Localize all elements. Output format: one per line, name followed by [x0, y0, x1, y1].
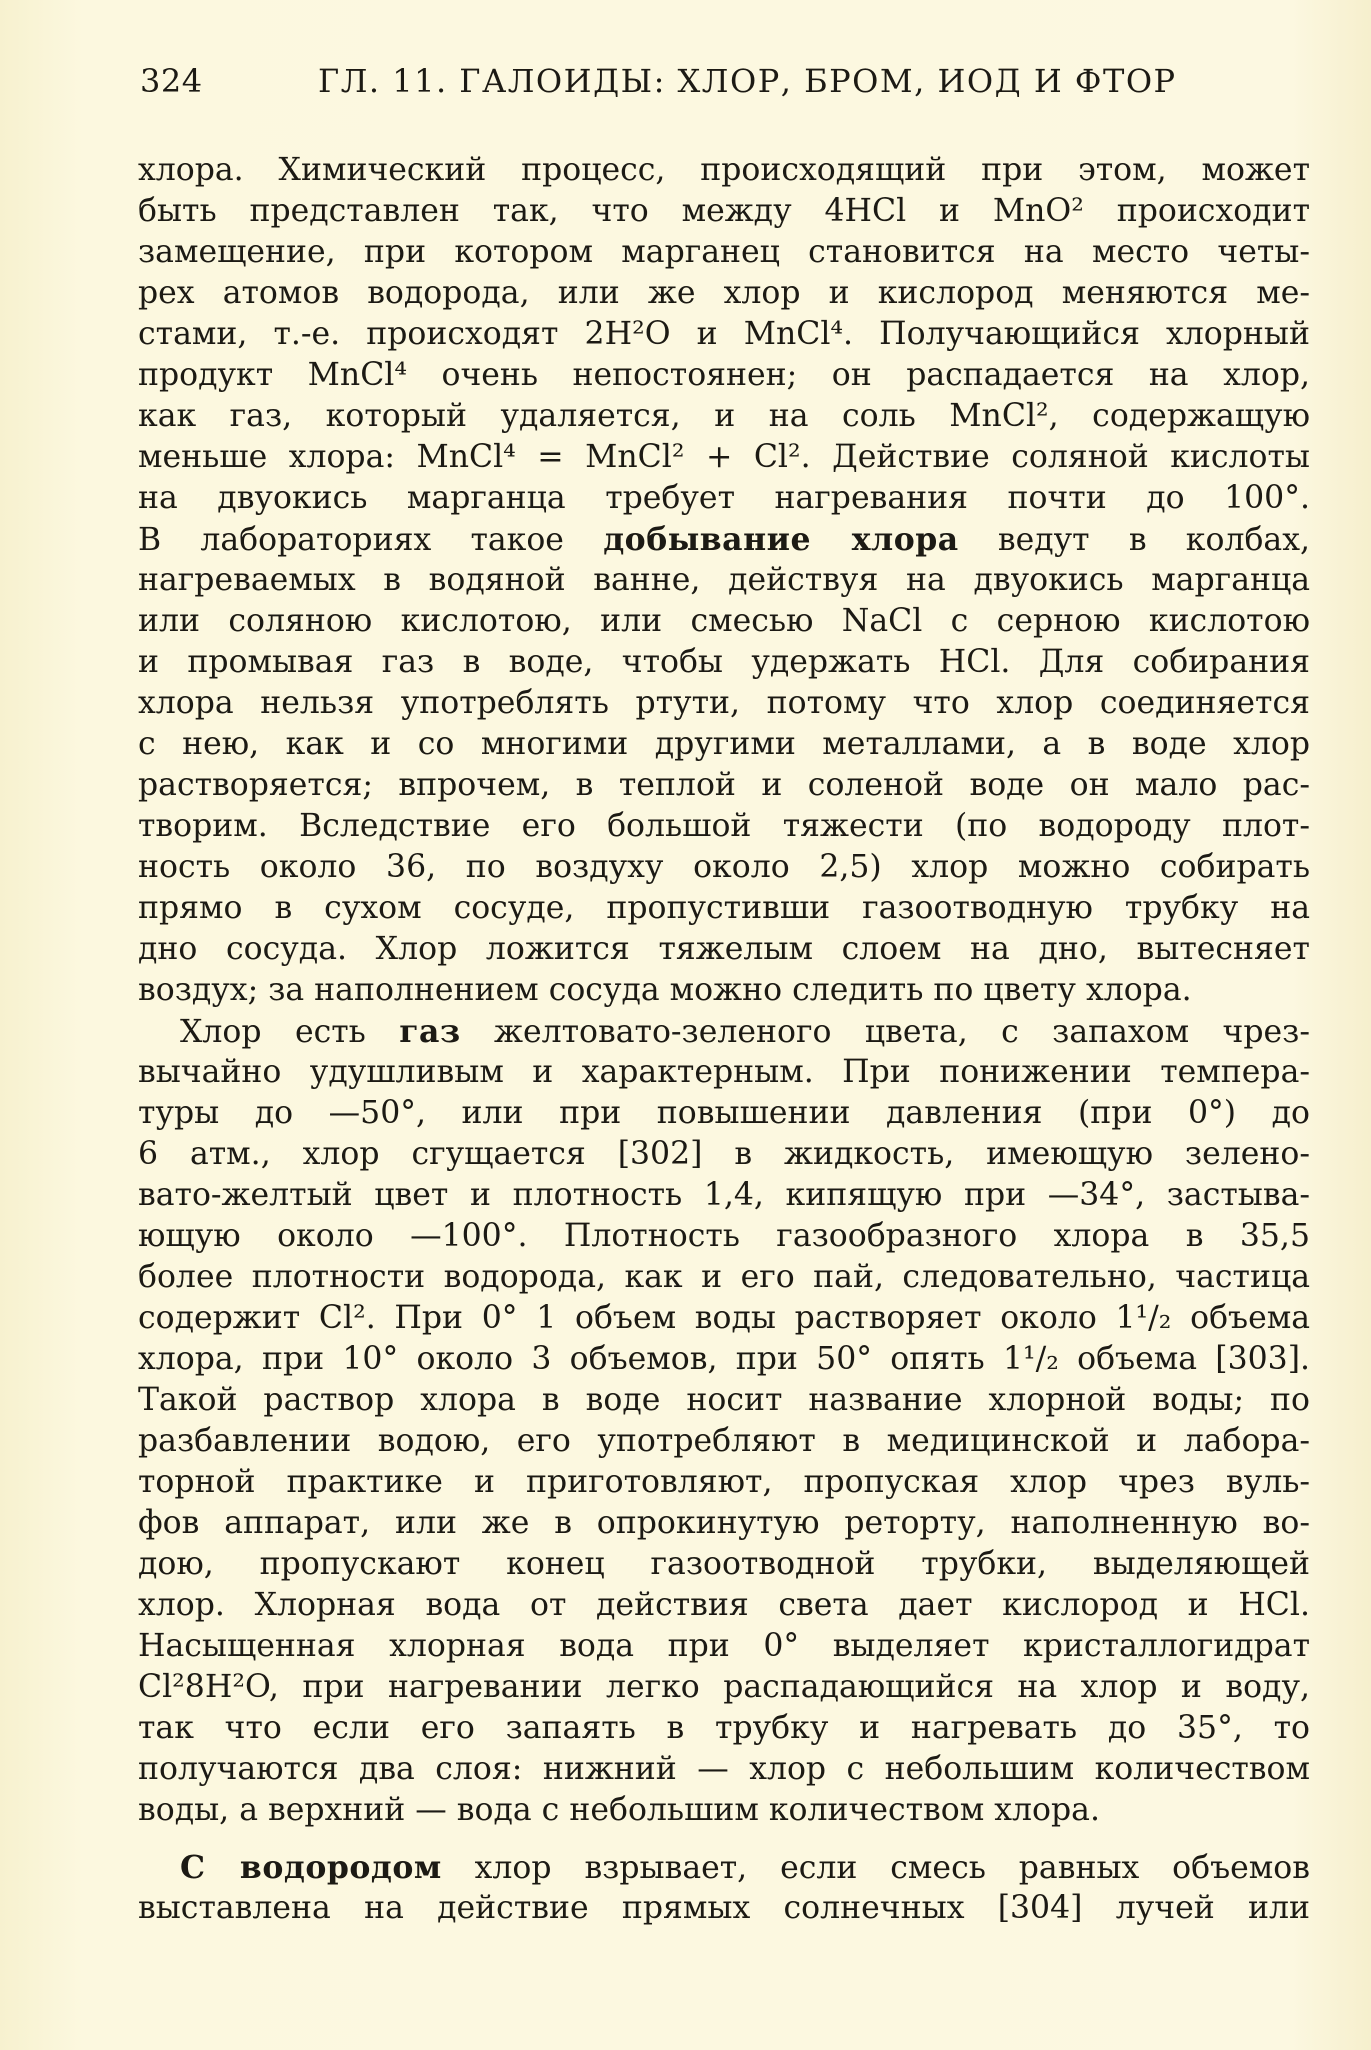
text-line: замещение, при котором марганец становится на место четы-: [138, 234, 1310, 270]
body-text: [138, 150, 1310, 1929]
text-line: разбавлении водою, его употребляют в медицинской и лабора-: [138, 1423, 1310, 1459]
text-line: на двуокись марганца требует нагревания почти до 100°.: [138, 480, 1310, 516]
text-line: ность около 36, по воздуху около 2,5) хлор можно собирать: [138, 849, 1310, 885]
text-line: растворяется; впрочем, в теплой и соленой воде он мало рас-: [138, 767, 1310, 803]
text-run: хлор взрывает, если смесь равных объемов: [441, 1850, 1310, 1886]
text-line: туры до —50°, или при повышении давления (при 0°) до: [138, 1095, 1310, 1131]
text-line: хлора нельзя употреблять ртути, потому что хлор соединяется: [138, 685, 1310, 721]
text-line: ющую около —100°. Плотность газообразного хлора в 35,5: [138, 1218, 1310, 1254]
bold-term: С водородом: [180, 1849, 442, 1886]
bold-term: газ: [399, 1013, 461, 1050]
text-line: [138, 1847, 1310, 1888]
text-line: быть представлен так, что между 4HCl и MnO² происходит: [138, 193, 1310, 229]
text-line: с нею, как и со многими другими металлами, а в воде хлор: [138, 726, 1310, 762]
paragraph-3: [138, 1847, 1310, 1929]
text-line: 6 атм., хлор сгущается [302] в жидкость, имеющую зелено-: [138, 1136, 1310, 1172]
text-line: [138, 519, 1310, 560]
text-line: вычайно удушливым и характерным. При понижении темпера-: [138, 1054, 1310, 1090]
text-line: фов аппарат, или же в опрокинутую реторту, наполненную во-: [138, 1505, 1310, 1541]
text-run: В лабораториях такое: [138, 522, 604, 558]
text-line: так что если его запаять в трубку и нагревать до 35°, то: [138, 1710, 1310, 1746]
text-run: желтовато-зеленого цвета, с запахом чрез-: [460, 1014, 1310, 1050]
text-line: выставлена на действие прямых солнечных [304] лучей или: [138, 1890, 1310, 1926]
text-line: [138, 1011, 1310, 1052]
text-run: Хлор есть: [180, 1014, 400, 1050]
text-line: Насыщенная хлорная вода при 0° выделяет кристаллогидрат: [138, 1628, 1310, 1664]
text-line: воды, а верхний — вода с небольшим количеством хлора.: [138, 1792, 1100, 1828]
text-line: продукт MnCl⁴ очень непостоянен; он распадается на хлор,: [138, 357, 1310, 393]
text-line: хлор. Хлорная вода от действия света дает кислород и HCl.: [138, 1587, 1310, 1623]
text-line: более плотности водорода, как и его пай, следовательно, частица: [138, 1259, 1310, 1295]
text-line: торной практике и приготовляют, пропуская хлор чрез вуль-: [138, 1464, 1310, 1500]
text-line: или соляною кислотою, или смесью NaCl с серною кислотою: [138, 603, 1310, 639]
bold-term: добывание хлора: [603, 521, 959, 558]
paragraph-spacer: [138, 1831, 1310, 1847]
paragraph-1: [138, 150, 1310, 1011]
text-line: Cl²8H²O, при нагревании легко распадающийся на хлор и воду,: [138, 1669, 1310, 1705]
text-line: воздух; за наполнением сосуда можно следить по цвету хлора.: [138, 972, 1192, 1008]
page-header: [140, 62, 1310, 112]
text-line: прямо в сухом сосуде, пропустивши газоотводную трубку на: [138, 890, 1310, 926]
text-line: дою, пропускают конец газоотводной трубки, выделяющей: [138, 1546, 1310, 1582]
text-line: хлора, при 10° около 3 объемов, при 50° опять 1¹/₂ объема [303].: [138, 1341, 1310, 1377]
text-line: меньше хлора: MnCl⁴ = MnCl² + Cl². Действие соляной кислоты: [138, 439, 1310, 475]
page-number: 324: [140, 62, 203, 100]
paragraph-2: [138, 1011, 1310, 1831]
text-line: хлора. Химический процесс, происходящий при этом, может: [138, 152, 1310, 188]
text-line: содержит Cl². При 0° 1 объем воды растворяет около 1¹/₂ объема: [138, 1300, 1310, 1336]
text-line: дно сосуда. Хлор ложится тяжелым слоем на дно, вытесняет: [138, 931, 1310, 967]
running-head: ГЛ. 11. ГАЛОИДЫ: ХЛОР, БРОМ, ИОД И ФТОР: [318, 62, 1177, 100]
text-run: ведут в колбах,: [958, 522, 1310, 558]
text-line: как газ, который удаляется, и на соль MnCl², содержащую: [138, 398, 1310, 434]
text-line: и промывая газ в воде, чтобы удержать HCl. Для собирания: [138, 644, 1310, 680]
text-line: рех атомов водорода, или же хлор и кислород меняются ме-: [138, 275, 1310, 311]
text-line: нагреваемых в водяной ванне, действуя на двуокись марганца: [138, 562, 1310, 598]
text-line: творим. Вследствие его большой тяжести (по водороду плот-: [138, 808, 1310, 844]
text-line: получаются два слоя: нижний — хлор с небольшим количеством: [138, 1751, 1310, 1787]
text-line: вато-желтый цвет и плотность 1,4, кипящую при —34°, застыва-: [138, 1177, 1310, 1213]
text-line: стами, т.-е. происходят 2H²O и MnCl⁴. Получающийся хлорный: [138, 316, 1310, 352]
text-line: Такой раствор хлора в воде носит название хлорной воды; по: [138, 1382, 1310, 1418]
